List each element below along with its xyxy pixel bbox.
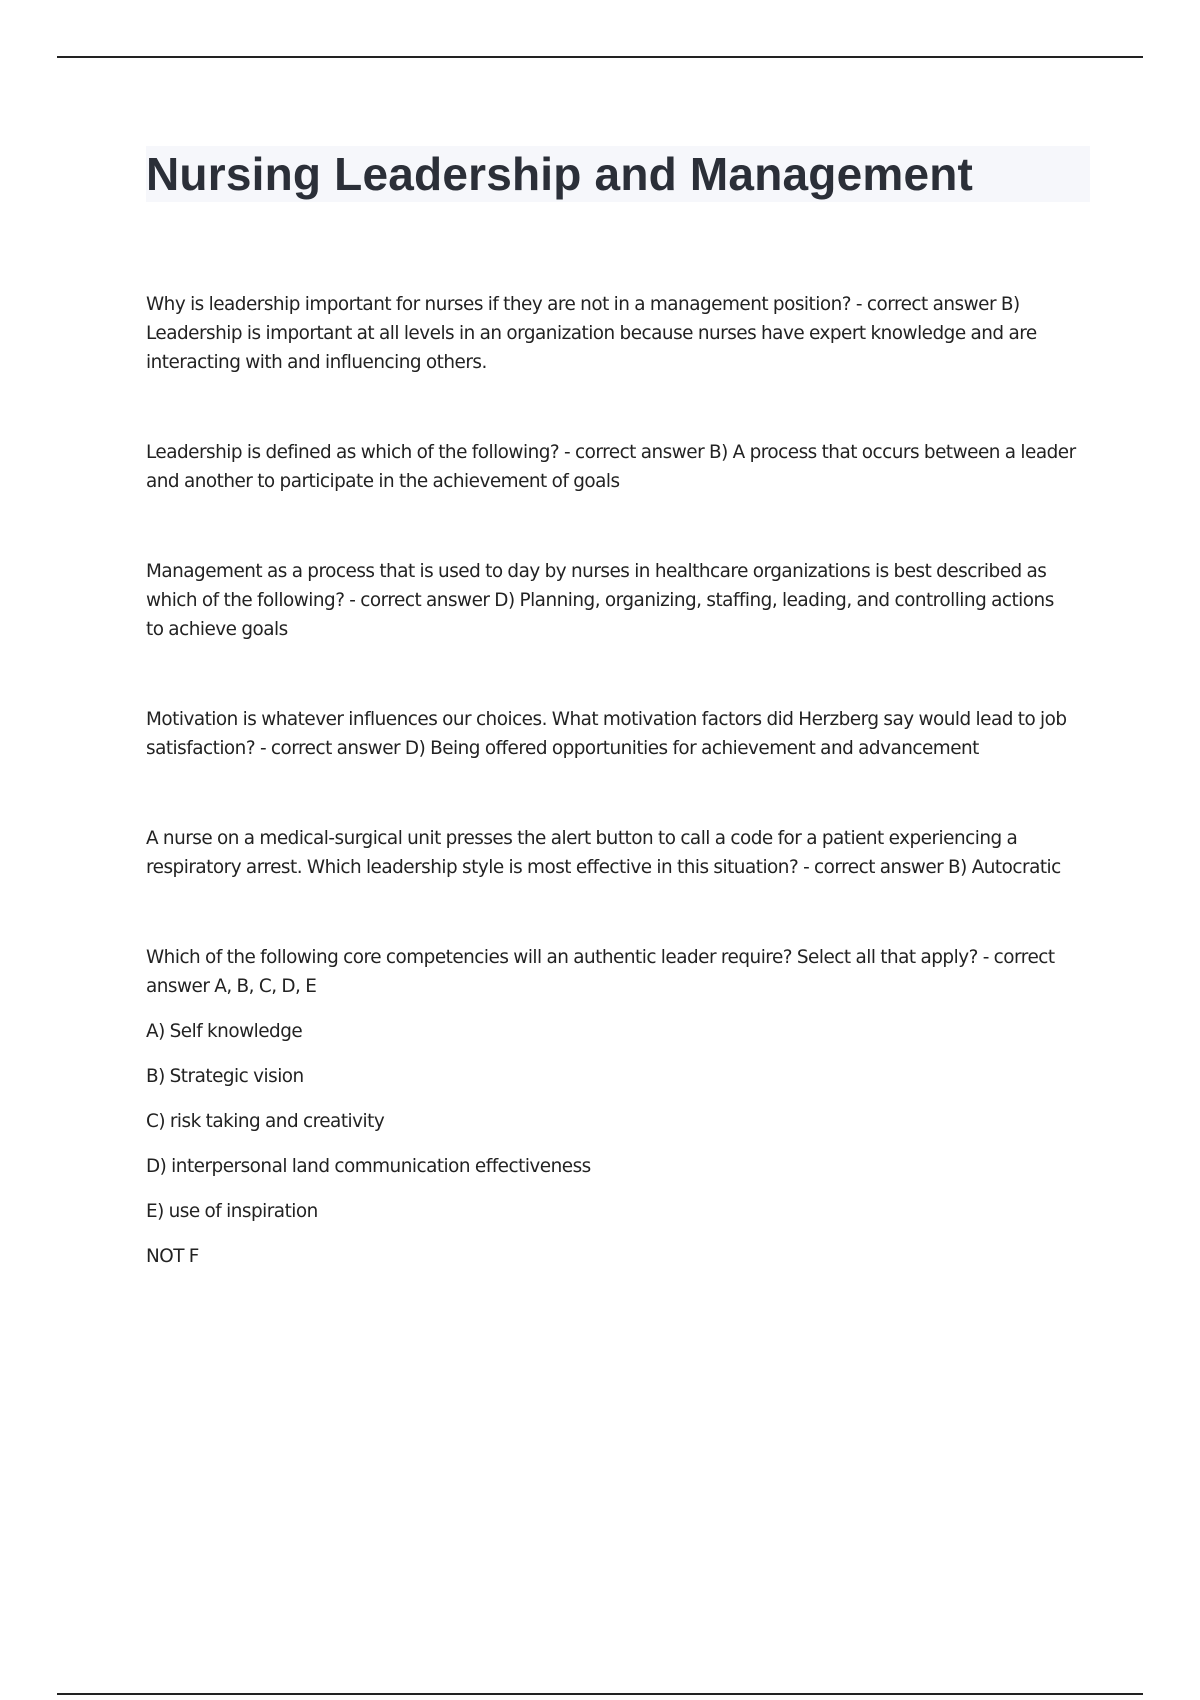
answer-option: A) Self knowledge	[146, 1021, 303, 1042]
qa-text: Management as a process that is used to day by nurses in healthcare organizations is best described as which of the following? - correct answer D) Planning, organizing, staffing, leading, and controlling actions to achieve goals	[146, 561, 1054, 640]
answer-note: NOT F	[146, 1246, 199, 1267]
qa-list	[146, 290, 1076, 1332]
answer-option: C) risk taking and creativity	[146, 1111, 385, 1132]
qa-item-6	[146, 943, 1076, 1271]
qa-text: Why is leadership important for nurses if they are not in a management position? - correct answer B) Leadership is important at all levels in an organization because nurses have expert knowledge and are interacting with and influencing others.	[146, 294, 1037, 373]
answer-options	[146, 1017, 1076, 1226]
answer-option: B) Strategic vision	[146, 1066, 304, 1087]
qa-item-4	[146, 705, 1076, 763]
answer-option: E) use of inspiration	[146, 1201, 318, 1222]
top-rule	[57, 56, 1143, 58]
qa-text: Which of the following core competencies will an authentic leader require? Select all that apply? - correct answer A, B, C, D, E	[146, 947, 1055, 997]
bottom-rule	[57, 1693, 1143, 1695]
qa-item-5	[146, 824, 1076, 882]
qa-item-2	[146, 438, 1076, 496]
qa-item-1	[146, 290, 1076, 377]
qa-text: Leadership is defined as which of the following? - correct answer B) A process that occurs between a leader and another to participate in the achievement of goals	[146, 442, 1076, 492]
answer-option: D) interpersonal land communication effectiveness	[146, 1156, 591, 1177]
page-title: Nursing Leadership and Management	[146, 146, 1090, 202]
qa-text: Motivation is whatever influences our choices. What motivation factors did Herzberg say would lead to job satisfaction? - correct answer D) Being offered opportunities for achievement and advancement	[146, 709, 1067, 759]
qa-text: A nurse on a medical-surgical unit presses the alert button to call a code for a patient experiencing a respiratory arrest. Which leadership style is most effective in this situation? - correct answer B) Autocratic	[146, 828, 1061, 878]
qa-item-3	[146, 557, 1076, 644]
